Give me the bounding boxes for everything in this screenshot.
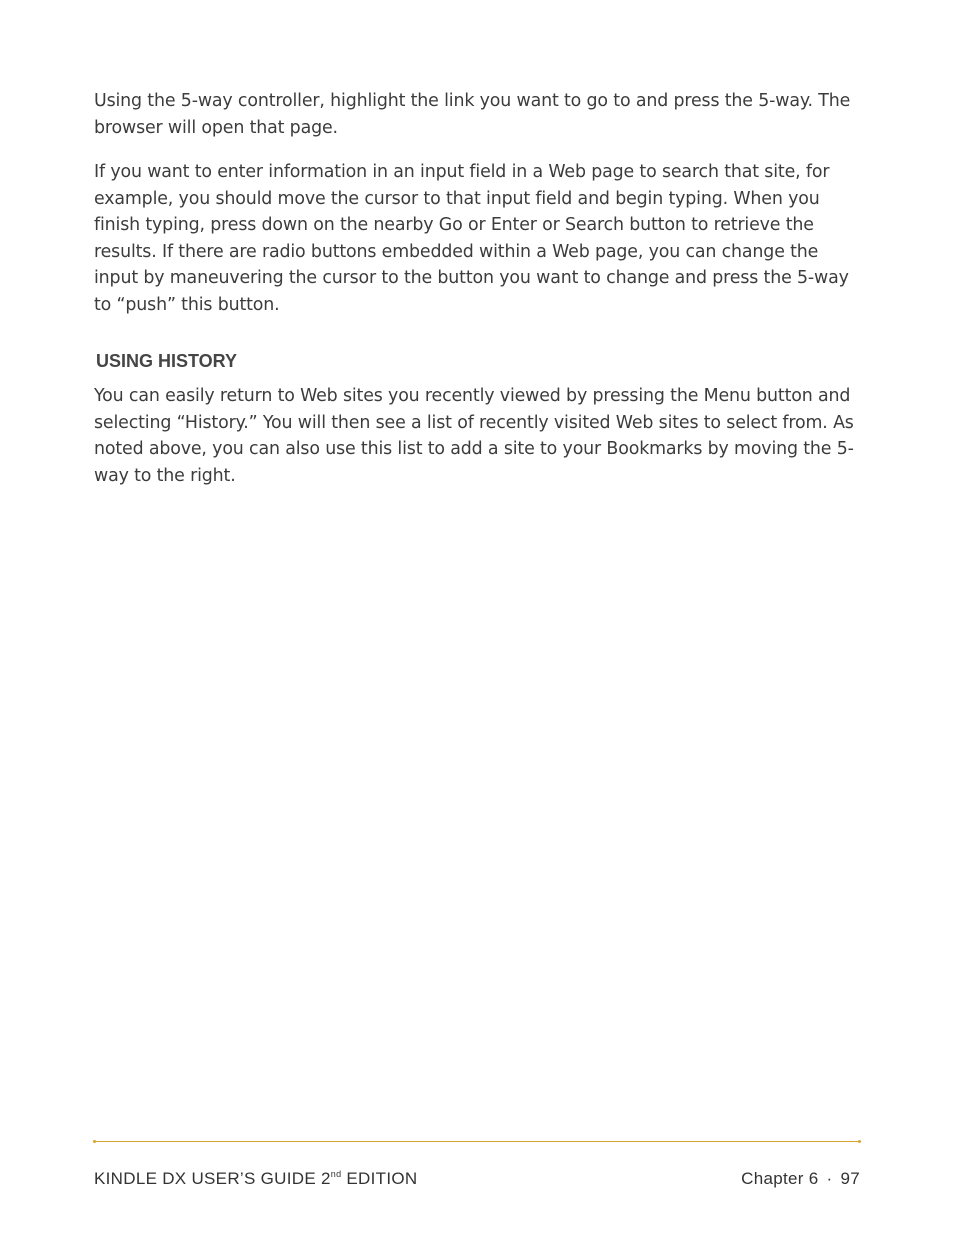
body-paragraph: You can easily return to Web sites you recently viewed by pressing the Menu button and selecting “History.” You will then see a list of recently visited Web sites to select from. As noted above, you can also use this list to add a site to your Bookmarks by moving the 5-way to the right. [94, 386, 854, 486]
body-paragraph: If you want to enter information in an input field in a Web page to search that site, for example, you should move the cursor to that input field and begin typing. When you finish typing, press down on the nearby Go or Enter or Search button to retrieve the results. If there are radio buttons embedded within a Web page, you can change the input by maneuvering the cursor to the button you want to change and press the 5-way to “push” this button. [94, 162, 849, 315]
footer-rule [94, 1141, 860, 1142]
page-number: 97 [840, 1169, 860, 1188]
guide-title-prefix: KINDLE DX USER’S GUIDE 2 [94, 1169, 331, 1188]
body-paragraph: Using the 5-way controller, highlight the link you want to go to and press the 5-way. The browser will open that page. [94, 91, 851, 138]
page-content [94, 88, 854, 489]
chapter-label: Chapter 6 [741, 1169, 819, 1188]
footer-page-info [741, 1168, 860, 1190]
guide-title-superscript: nd [330, 1169, 342, 1179]
rule-end-dot [93, 1140, 96, 1143]
footer-separator: · [826, 1169, 833, 1188]
section-heading: USING HISTORY [96, 351, 238, 371]
rule-end-dot [858, 1140, 861, 1143]
guide-title-suffix: EDITION [341, 1169, 418, 1188]
footer-guide-title [94, 1168, 417, 1190]
